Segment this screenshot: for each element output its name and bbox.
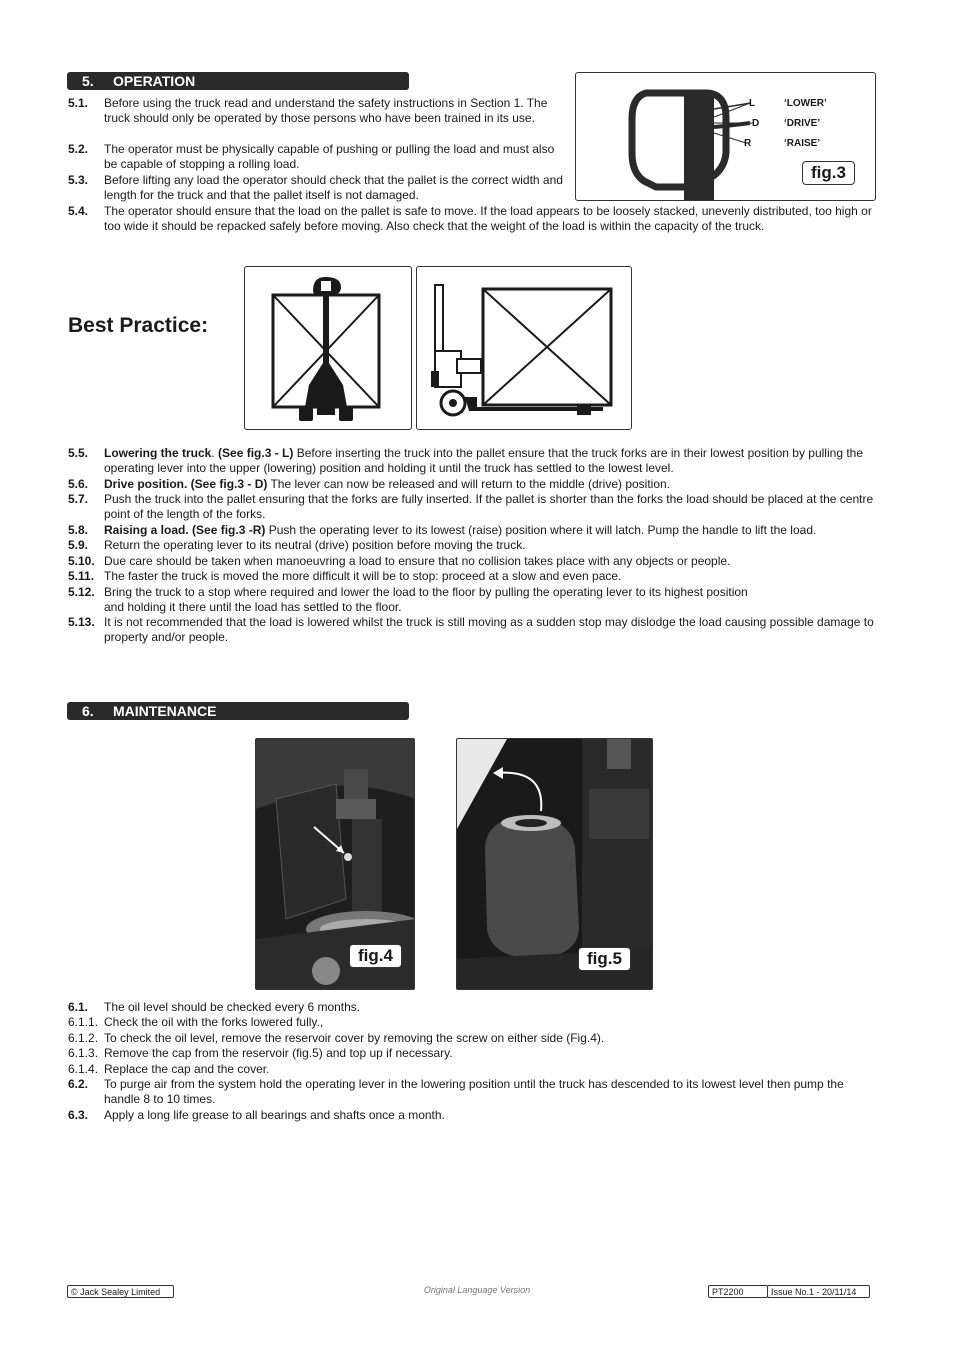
- paragraph-text: Replace the cap and the cover.: [104, 1062, 270, 1076]
- paragraph-text: Push the operating lever to its lowest (raise) position where it will latch. Pump the handle to lift the load.: [265, 523, 817, 537]
- bold-text: Raising a load. (See fig.3 -R): [104, 523, 266, 537]
- paragraph-text: Remove the cap from the reservoir (fig.5) and top up if necessary.: [104, 1046, 453, 1060]
- paragraph-number: 6.1.: [68, 1000, 89, 1014]
- paragraph-5-10: [68, 554, 880, 569]
- paragraph-number: 5.4.: [68, 204, 89, 218]
- paragraph-number: 5.2.: [68, 142, 89, 156]
- paragraph-text: The operator should ensure that the load on the pallet is safe to move. If the load appears to be loosely stacked, unevenly distributed, too high or too wide it should be repacked safely before moving. Also check that the weight of the load is within the capacity of the truck.: [104, 204, 872, 234]
- lever-letter-d: D: [752, 118, 760, 129]
- paragraph-5-12: [68, 585, 880, 616]
- paragraph-5-4: [68, 204, 880, 235]
- paragraph-number: 6.1.4.: [68, 1062, 99, 1076]
- paragraph-number: 6.1.1.: [68, 1015, 99, 1029]
- lever-letter-r: R: [744, 138, 752, 149]
- paragraph-text: Before lifting any load the operator should check that the pallet is the correct width and length for the truck and that the pallet itself is not damaged.: [104, 173, 563, 203]
- section-header-operation: [67, 72, 409, 90]
- paragraph-6-1-2: [68, 1031, 880, 1046]
- paragraph-number: 5.13.: [68, 615, 95, 629]
- section-title: MAINTENANCE: [113, 703, 217, 719]
- best-practice-front-view: [244, 266, 412, 430]
- paragraph-5-3: [68, 173, 568, 204]
- pallet-truck-front-icon: [245, 267, 412, 430]
- paragraph-number: 5.6.: [68, 477, 89, 491]
- paragraph-6-1-1: [68, 1015, 880, 1030]
- paragraph-text: Return the operating lever to its neutral (drive) position before moving the truck.: [104, 538, 526, 552]
- paragraph-number: 6.3.: [68, 1108, 89, 1122]
- paragraph-5-1: [68, 96, 568, 127]
- pallet-truck-side-icon: [417, 267, 632, 430]
- bold-text: Drive position. (See fig.3 - D): [104, 477, 268, 491]
- paragraph-5-6: [68, 477, 880, 492]
- paragraph-text: To purge air from the system hold the operating lever in the lowering position until the truck has descended to its lowest level then pump the handle 8 to 10 times.: [104, 1077, 844, 1107]
- paragraph-number: 5.1.: [68, 96, 89, 110]
- section-header-maintenance: [67, 702, 409, 720]
- paragraph-number: 6.1.2.: [68, 1031, 99, 1045]
- paragraph-text: To check the oil level, remove the reservoir cover by removing the screw on either side (Fig.4).: [104, 1031, 605, 1045]
- paragraph-number: 5.3.: [68, 173, 89, 187]
- paragraph-text: Push the truck into the pallet ensuring that the forks are fully inserted. If the pallet is shorter than the forks the load should be placed at the centre point of the length of the forks.: [104, 492, 874, 522]
- best-practice-heading: Best Practice:: [68, 314, 209, 337]
- position-raise: ‘RAISE’: [784, 138, 821, 149]
- paragraph-text: Apply a long life grease to all bearings and shafts once a month.: [104, 1108, 445, 1122]
- paragraph-number: 5.10.: [68, 554, 95, 568]
- figure-label: fig.5: [578, 947, 631, 971]
- paragraph-text: The operator must be physically capable of pushing or pulling the load and must also be capable of stopping a rolling load.: [104, 142, 555, 172]
- paragraph-text: The oil level should be checked every 6 months.: [104, 1000, 361, 1014]
- paragraph-text: Before using the truck read and understand the safety instructions in Section 1. The truck should only be operated by those persons who have been trained in its use.: [104, 96, 548, 126]
- paragraph-5-5: [68, 446, 880, 477]
- figure-5-photo: [456, 738, 653, 990]
- paragraph-text: The lever can now be released and will return to the middle (drive) position.: [267, 477, 671, 491]
- footer-model: PT2200: [708, 1285, 768, 1298]
- section-title: OPERATION: [113, 73, 196, 89]
- bold-text: (See fig.3 - L): [218, 446, 294, 460]
- paragraph-number: 5.7.: [68, 492, 89, 506]
- paragraph-number: 5.12.: [68, 585, 95, 599]
- section-number: 5.: [82, 73, 94, 89]
- paragraph-5-7: [68, 492, 880, 523]
- paragraph-6-1-4: [68, 1062, 880, 1077]
- paragraph-text: Due care should be taken when manoeuvring a load to ensure that no collision takes place with any objects or people.: [104, 554, 731, 568]
- paragraph-number: 6.2.: [68, 1077, 89, 1091]
- paragraph-5-8: [68, 523, 880, 538]
- paragraph-text: It is not recommended that the load is lowered whilst the truck is still moving as a sudden stop may dislodge the load causing possible damage to property and/or people.: [104, 615, 874, 645]
- position-lower: ‘LOWER’: [784, 98, 827, 109]
- paragraph-number: 5.5.: [68, 446, 89, 460]
- best-practice-side-view: [416, 266, 632, 430]
- paragraph-text: The faster the truck is moved the more difficult it will be to stop: proceed at a slow and even pace.: [104, 569, 622, 583]
- figure-4-photo: [255, 738, 415, 990]
- paragraph-text: and holding it there until the load has settled to the floor.: [104, 600, 402, 615]
- footer-issue: Issue No.1 - 20/11/14: [767, 1285, 870, 1298]
- paragraph-5-11: [68, 569, 880, 584]
- figure-label: fig.3: [802, 161, 855, 185]
- paragraph-5-2: [68, 142, 568, 173]
- section-number: 6.: [82, 703, 94, 719]
- figure-3-lever-positions: [575, 72, 876, 201]
- separator: .: [211, 446, 219, 460]
- figure-label: fig.4: [349, 944, 402, 968]
- paragraph-6-2: [68, 1077, 880, 1108]
- paragraph-6-3: [68, 1108, 880, 1123]
- lever-letter-l: L: [749, 98, 756, 109]
- paragraph-number: 5.11.: [68, 569, 95, 583]
- paragraph-6-1-3: [68, 1046, 880, 1061]
- paragraph-6-1: [68, 1000, 880, 1015]
- position-drive: ‘DRIVE’: [784, 118, 821, 129]
- footer-language-note: Original Language Version: [423, 1285, 531, 1295]
- paragraph-number: 5.8.: [68, 523, 89, 537]
- paragraph-number: 5.9.: [68, 538, 89, 552]
- paragraph-number: 6.1.3.: [68, 1046, 99, 1060]
- paragraph-5-9: [68, 538, 880, 553]
- bold-text: Lowering the truck: [104, 446, 212, 460]
- paragraph-text: Check the oil with the forks lowered fully.,: [104, 1015, 324, 1029]
- paragraph-5-13: [68, 615, 880, 646]
- paragraph-text: Before inserting the truck into the pallet ensure that the truck forks are in their lowest position by pulling the operating lever into the upper (lowering) position and holding it until the truck has settled to the lowest level.: [104, 446, 864, 476]
- footer-copyright: © Jack Sealey Limited: [67, 1285, 174, 1298]
- paragraph-text: Bring the truck to a stop where required and lower the load to the floor by pulling the operating lever to its highest position: [104, 585, 748, 599]
